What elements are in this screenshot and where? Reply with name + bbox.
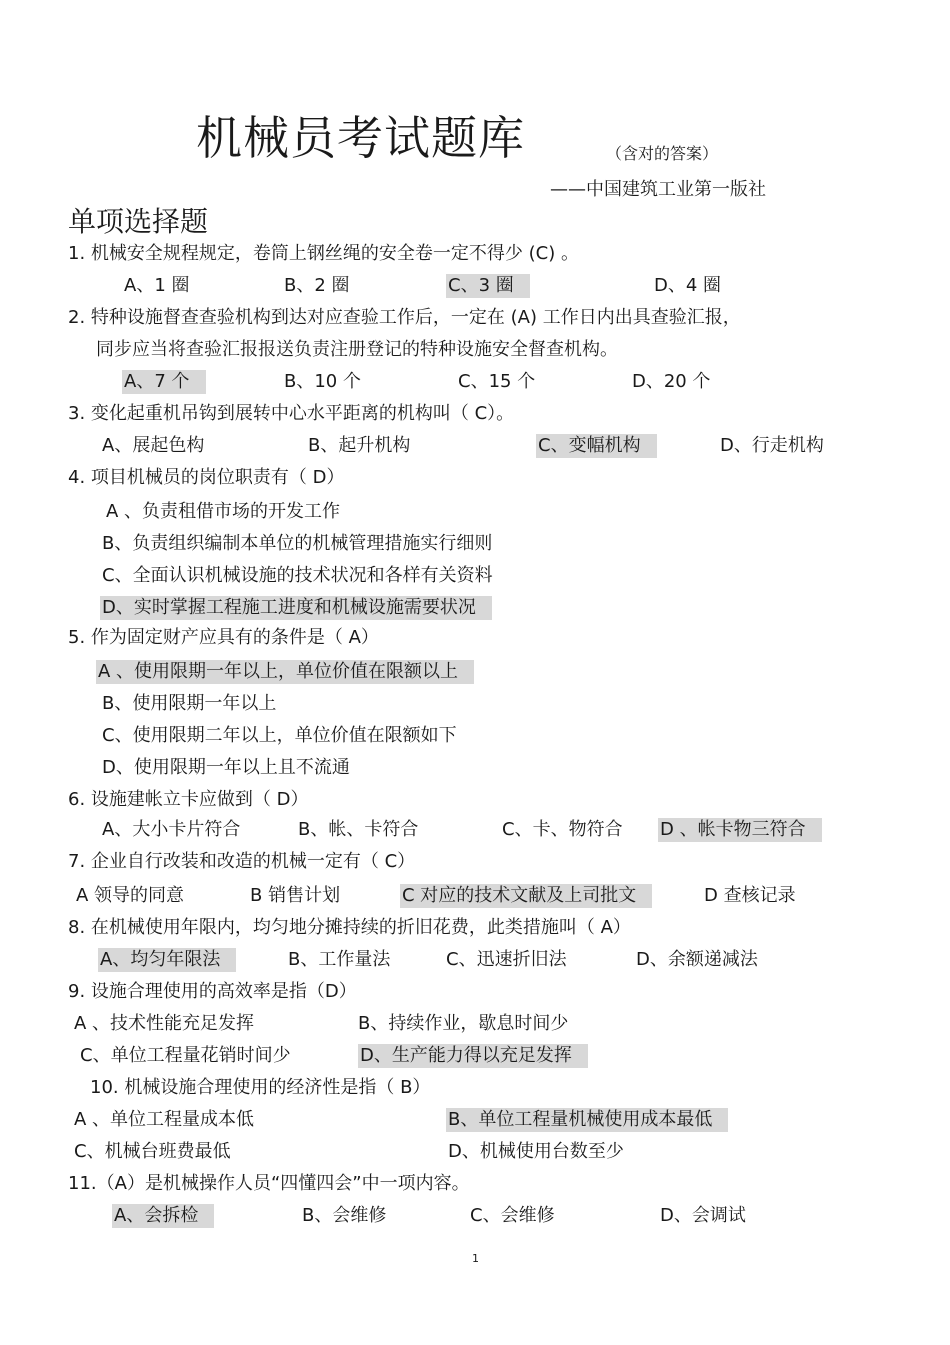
answer-option: C、迅速折旧法	[446, 949, 567, 970]
page-title: 机械员考试题库	[196, 111, 525, 165]
correct-answer-option: A 、使用限期一年以上，单位价值在限额以上	[96, 660, 474, 684]
answer-option: D、行走机构	[720, 435, 824, 456]
question-text: 6. 设施建帐立卡应做到（ D）	[68, 789, 309, 810]
correct-answer-option: A、会拆检	[112, 1204, 214, 1228]
answer-option: C、全面认识机械设施的技术状况和各样有关资料	[102, 565, 493, 586]
question-text: 11.（A）是机械操作人员“四懂四会”中一项内容。	[68, 1173, 470, 1194]
answer-option: C、使用限期二年以上，单位价值在限额如下	[102, 725, 457, 746]
answer-option: D、4 圈	[654, 275, 722, 296]
answer-option: A、大小卡片符合	[102, 819, 241, 840]
correct-answer-option: A、均匀年限法	[98, 948, 236, 972]
question-text: 3. 变化起重机吊钩到展转中心水平距离的机构叫（ C）。	[68, 403, 515, 424]
answer-option: C、15 个	[458, 371, 536, 392]
question-text: 7. 企业自行改装和改造的机械一定有（ C）	[68, 851, 416, 872]
question-text-continued: 同步应当将查验汇报报送负责注册登记的特种设施安全督查机构。	[96, 339, 618, 360]
answer-option: B、持续作业，歇息时间少	[358, 1013, 569, 1034]
answer-option: B 销售计划	[250, 885, 341, 906]
answer-option: B、负责组织编制本单位的机械管理措施实行细则	[102, 533, 493, 554]
title-note: （含对的答案）	[606, 144, 719, 163]
section-heading: 单项选择题	[68, 205, 209, 238]
answer-option: B、帐、卡符合	[298, 819, 419, 840]
answer-option: D 查核记录	[704, 885, 796, 906]
answer-option: B、使用限期一年以上	[102, 693, 277, 714]
answer-option: B、10 个	[284, 371, 361, 392]
answer-option: D、余额递减法	[636, 949, 758, 970]
answer-option: D、20 个	[632, 371, 711, 392]
page-number: 1	[472, 1252, 479, 1265]
answer-option: D、机械使用台数至少	[448, 1141, 624, 1162]
answer-option: C、会维修	[470, 1205, 555, 1226]
correct-answer-option: D 、帐卡物三符合	[658, 818, 822, 842]
correct-answer-option: C、3 圈	[446, 274, 530, 298]
answer-option: A 、负责租借市场的开发工作	[106, 501, 341, 522]
correct-answer-option: D、生产能力得以充足发挥	[358, 1044, 588, 1068]
publisher-line: ——中国建筑工业第一版社	[550, 179, 766, 200]
correct-answer-option: C、变幅机构	[536, 434, 657, 458]
answer-option: C、单位工程量花销时间少	[80, 1045, 291, 1066]
answer-option: C、机械台班费最低	[74, 1141, 231, 1162]
correct-answer-option: A、7 个	[122, 370, 206, 394]
question-text: 9. 设施合理使用的高效率是指（D）	[68, 981, 357, 1002]
answer-option: C、卡、物符合	[502, 819, 623, 840]
question-text: 10. 机械设施合理使用的经济性是指（ B）	[90, 1077, 431, 1098]
correct-answer-option: D、实时掌握工程施工进度和机械设施需要状况	[100, 596, 492, 620]
answer-option: A、1 圈	[124, 275, 190, 296]
answer-option: D、使用限期一年以上且不流通	[102, 757, 350, 778]
question-text: 2. 特种设施督查查验机构到达对应查验工作后，一定在 (A) 工作日内出具查验汇报，	[68, 307, 741, 328]
answer-option: A 、单位工程量成本低	[74, 1109, 255, 1130]
answer-option: B、工作量法	[288, 949, 391, 970]
answer-option: A 领导的同意	[76, 885, 185, 906]
answer-option: B、会维修	[302, 1205, 387, 1226]
question-text: 1. 机械安全规程规定，卷筒上钢丝绳的安全卷一定不得少 (C) 。	[68, 243, 579, 264]
answer-option: A、展起色构	[102, 435, 205, 456]
answer-option: B、起升机构	[308, 435, 411, 456]
correct-answer-option: C 对应的技术文献及上司批文	[400, 884, 652, 908]
answer-option: B、2 圈	[284, 275, 350, 296]
correct-answer-option: B、单位工程量机械使用成本最低	[446, 1108, 728, 1132]
question-text: 5. 作为固定财产应具有的条件是（ A）	[68, 627, 379, 648]
question-text: 4. 项目机械员的岗位职责有（ D）	[68, 467, 345, 488]
answer-option: D、会调试	[660, 1205, 746, 1226]
question-text: 8. 在机械使用年限内，均匀地分摊持续的折旧花费，此类措施叫（ A）	[68, 917, 631, 938]
answer-option: A 、技术性能充足发挥	[74, 1013, 255, 1034]
